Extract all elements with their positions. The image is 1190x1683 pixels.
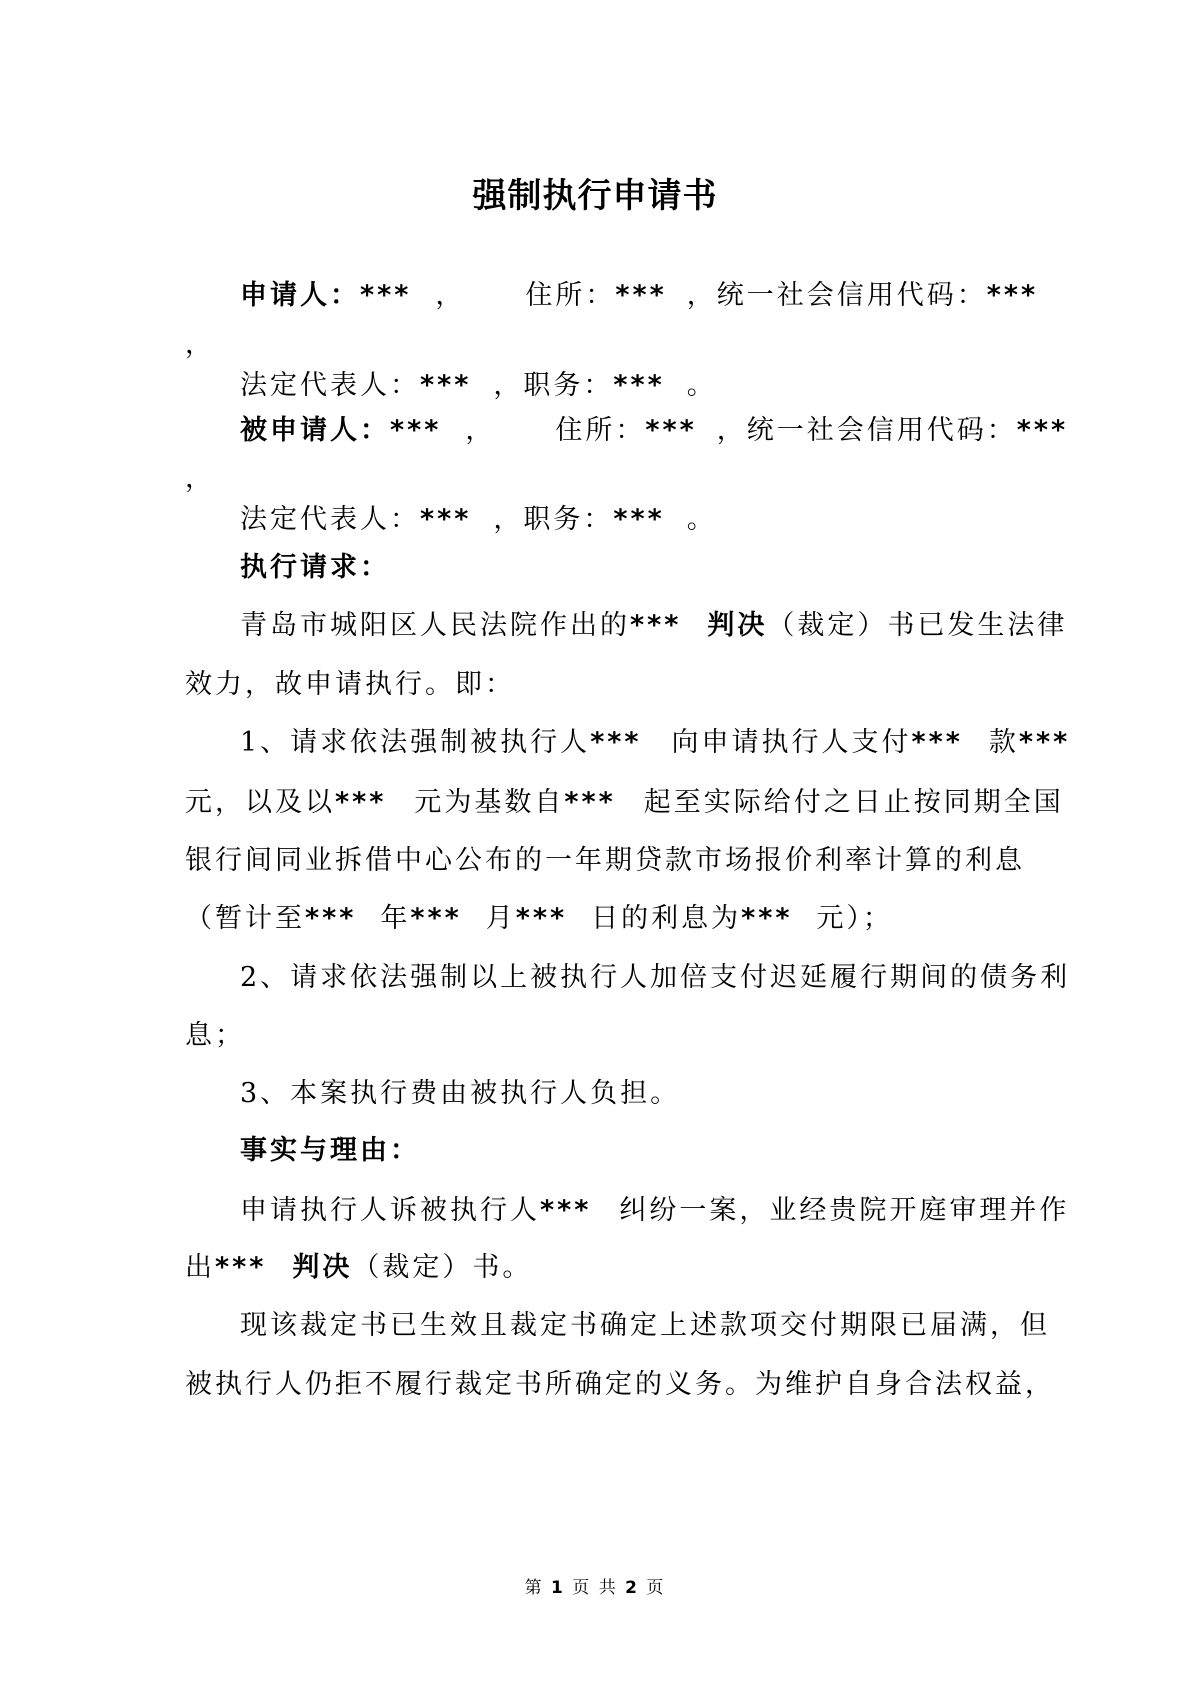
- item1-line-3: 银行间同业拆借中心公布的一年期贷款市场报价利率计算的利息: [185, 845, 1025, 876]
- item1-line-1: 1、请求依法强制被执行人*** 向申请执行人支付*** 款***: [240, 727, 1071, 758]
- intro-line-2: 效力，故申请执行。即：: [185, 669, 515, 700]
- respondent-line: 被申请人：*** ， 住所：*** ，统一社会信用代码：***: [240, 415, 1069, 446]
- facts2-line-2: 被执行人仍拒不履行裁定书所确定的义务。为维护自身合法权益，: [185, 1369, 1055, 1400]
- facts1-line-2: 出*** 判决（裁定）书。: [185, 1252, 533, 1283]
- request-heading: 执行请求：: [240, 552, 390, 583]
- applicant-line: 申请人：*** ， 住所：*** ，统一社会信用代码：***: [240, 280, 1039, 311]
- item1-line-2: 元，以及以*** 元为基数自*** 起至实际给付之日止按同期全国: [185, 787, 1064, 818]
- document-title: 强制执行申请书: [472, 176, 718, 216]
- item2-line-1: 2、请求依法强制以上被执行人加倍支付迟延履行期间的债务利: [240, 962, 1071, 993]
- item1-line-4: （暂计至*** 年*** 月*** 日的利息为*** 元）；: [185, 903, 893, 934]
- item3-line: 3、本案执行费由被执行人负担。: [240, 1078, 681, 1109]
- facts-heading: 事实与理由：: [240, 1135, 420, 1166]
- applicant-rep-line: 法定代表人：*** ，职务：*** 。: [240, 370, 717, 401]
- facts1-line-1: 申请执行人诉被执行人*** 纠纷一案，业经贵院开庭审理并作: [240, 1195, 1070, 1226]
- facts2-line-1: 现该裁定书已生效且裁定书确定上述款项交付期限已届满，但: [240, 1310, 1050, 1341]
- page-total: 2: [625, 1578, 639, 1598]
- respondent-rep-line: 法定代表人：*** ，职务：*** 。: [240, 504, 717, 535]
- page-footer: 第 1 页 共 2 页: [524, 1578, 666, 1598]
- item2-line-2: 息；: [185, 1020, 245, 1051]
- intro-line-1: 青岛市城阳区人民法院作出的*** 判决（裁定）书已发生法律: [240, 610, 1068, 641]
- respondent-trail: ，: [185, 463, 215, 494]
- applicant-trail: ，: [185, 329, 215, 360]
- page-number: 1: [551, 1578, 565, 1598]
